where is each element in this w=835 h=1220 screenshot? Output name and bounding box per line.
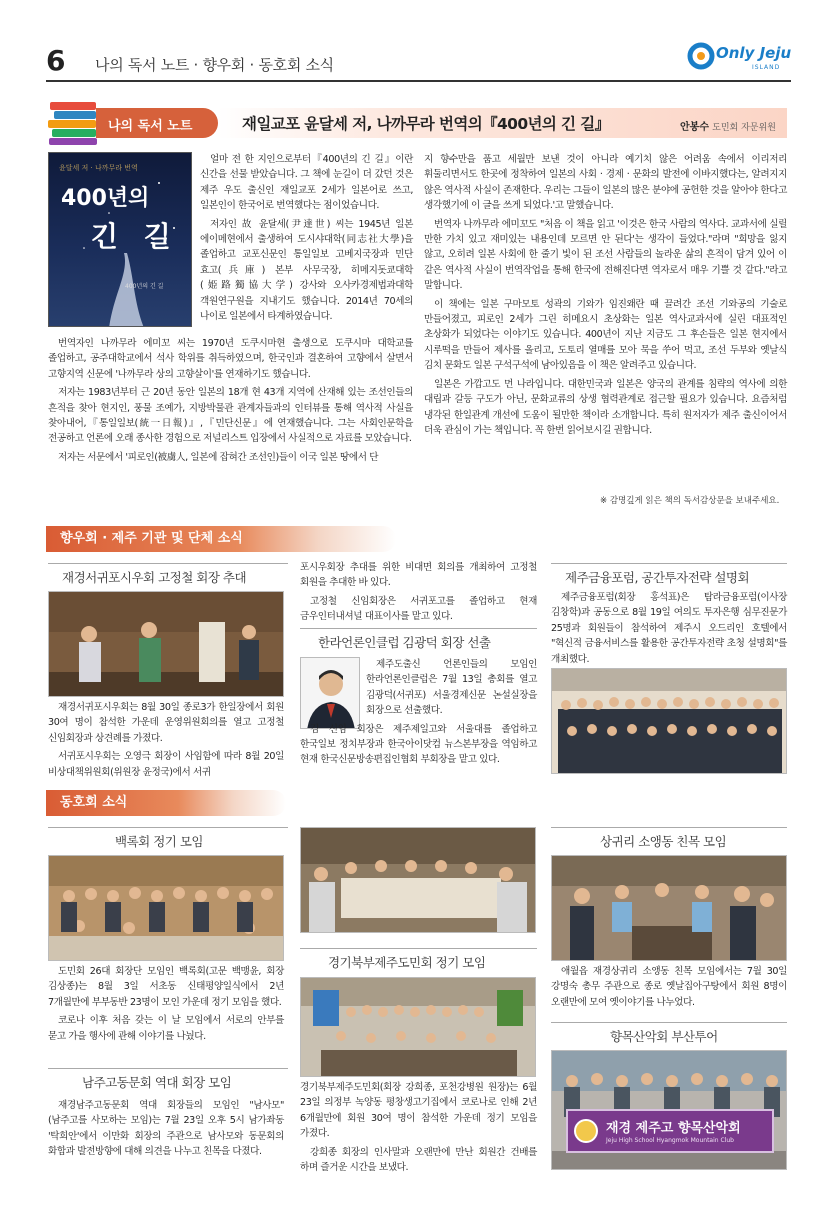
article-rule [48, 827, 288, 828]
book-cover [48, 152, 192, 327]
article-rule [48, 563, 288, 564]
reading-note: ※ 감명깊게 읽은 책의 독서감상문을 보내주세요. [600, 496, 780, 506]
article-paragraph: 제주도출신 언론인들의 모임인 한라언론인클럽은 7월 13일 총회를 열고 김광덕(서귀포) 서울경제신문 논설실장을 회장으로 선출했다. [366, 659, 537, 717]
club-banner-text: 재경 제주고 향목산악회 [606, 1121, 741, 1136]
article-title: 상귀리 소앵동 친목 모임 [600, 834, 727, 849]
article-body [48, 700, 284, 783]
club-banner-sub: Jeju High School Hyangmok Mountain Club [606, 1137, 734, 1144]
article-paragraph: 제주금융포럼(회장 홍석표)은 탐라금융포럼(이사장 김창학)과 공동으로 8월 19일 여의도 투자은행 심무진문가 25명과 회원들이 참석하여 제주시 오드리인 호텔에서 "혁신적 금융서비스를 활용한 공간투자전략 초청 설명회"를 개최했다. [551, 592, 787, 665]
club-banner [566, 1109, 774, 1153]
reading-paragraph: 이 책에는 일본 구마모토 성곽의 기와가 임진왜란 때 끌려간 조선 기와공의 기술로 만들어졌고, 피로인 2세가 그린 히메요시 초상화는 일본 역사교과서에 실린 대표적인 초상화가 되었다는 이야기도 있습니다. 400년이 지난 지금도 그 후손들은 일본 현지에서 시루떡을 만들어 제사를 올리고, 도토리 열매를 모아 묵을 쑤어 먹고, 조선 두부와 옛날식 김치 문화도 일본 구석구석에 남아있음을 이 책은 알려주고 있습니다. [424, 298, 787, 372]
article-paragraph: 서귀포시우회는 오영극 회장이 사임함에 따라 8월 20일 비상대책위원회(위원장 윤정국)에서 서귀 [48, 751, 284, 778]
article-title: 향목산악회 부산투어 [610, 1029, 718, 1044]
page-header [0, 0, 835, 90]
reading-paragraph: 저자는 1983년부터 근 20년 동안 일본의 18개 현 43개 지역에 산재해 있는 조선인들의 흔적을 찾아 현지인, 풍물 조예가, 지방박물관 관계자들과의 인터뷰를 통해 역사적 사실을 찾아내어,『통일일보(統一日報)』,『민단신문』에 연재했습니다. 그는 사회인문학을 전공하고 언론에 오래 종사한 경험으로 저널리스트 입장에서 사실적으로 자료를 모았습니다. [48, 387, 413, 445]
reading-paragraph: 저자는 서문에서 '피로인(被虜人, 일본에 잡혀간 조선인)들이 이국 일본 땅에서 단 [58, 451, 379, 463]
article-body [300, 1080, 537, 1178]
article-body [48, 1098, 284, 1163]
page-number: 6 [46, 44, 66, 77]
reading-paragraph: 지 향수만을 품고 세월만 보낸 것이 아니라 예기치 않은 어려움 속에서 이리저리 휘둘리면서도 한곳에 정착하여 일본의 사회 · 경제 · 문화의 발전에 이바지했다는, 알려지지 않은 역사적 사실이 존재한다. 우리는 그들이 일본의 많은 분야에 공헌한 것을 알아야 한다고 생각했기에 이 글을 쓰게 되었다.'고 말했습니다. [424, 154, 787, 212]
reading-col1-wrap [200, 152, 413, 327]
photo-group-forum [551, 668, 787, 774]
section-band-clubs: 동호회 소식 [46, 790, 286, 816]
jeju-logo [686, 36, 796, 78]
book-sub: 400년의 긴 길 [125, 283, 164, 290]
reading-col2 [424, 152, 787, 441]
article-paragraph: 재경서귀포시우회는 8월 30일 종로3가 한일장에서 회원 30여 명이 참석한 가운데 운영위원회의를 열고 고정철 신임회장과 상견례를 가졌다. [48, 702, 284, 744]
section-title: 나의 독서 노트 · 향우회 · 동호회 소식 [95, 56, 334, 74]
article-paragraph: 강희종 회장의 인사말과 오랜만에 만난 회원간 건배를 하며 즐거운 시간을 보냈다. [300, 1146, 537, 1174]
article-body [48, 964, 284, 1047]
photo-meeting [48, 591, 284, 697]
article-body [551, 964, 787, 1013]
article-body [551, 590, 787, 670]
club-banner-logo-icon [574, 1119, 598, 1143]
article-rule [48, 1068, 288, 1069]
article-paragraph: 재경남주고동문회 역대 회장들의 모임인 "남사모"(남주고를 사모하는 모임)는 7월 23일 오후 5시 남가좌동 '탁희안'에서 이만화 회장의 주관으로 남사모와 동문회의 화합과 발전방향에 대해 의견을 나누고 친목을 다졌다. [48, 1100, 284, 1158]
reading-paragraph: 얼마 전 한 지인으로부터『400년의 긴 길』이란 신간을 선물 받았습니다. 그 책에 눈길이 더 갔던 것은 제주 우도 출신인 재일교포 2세가 일본어로 쓰고, 일본인이 한국어로 번역했다는 점이었습니다. [200, 154, 413, 212]
article-rule [300, 628, 537, 629]
article-body [300, 560, 537, 628]
article-title: 재경서귀포시우회 고정철 회장 추대 [62, 570, 247, 585]
article-paragraph: 고정철 신임회장은 서귀포고를 졸업하고 현재 금우인터내셔널 대표이사를 맡고 있다. [300, 595, 537, 623]
article-body [300, 657, 537, 771]
article-title: 경기북부제주도민회 정기 모임 [328, 955, 486, 970]
article-rule [551, 1022, 787, 1023]
article-title: 남주고동문회 역대 회장 모임 [82, 1075, 232, 1090]
article-paragraph: 도민회 26대 회장단 모임인 백록회(고문 백맹윤, 회장 김상종)는 8월 3일 서초동 신태평양일식에서 2년 7개월만에 부부동반 23명이 모인 가운데 정기 모임을 했다. [48, 966, 284, 1008]
photo-group-gyeonggi [300, 977, 536, 1077]
photo-small-group [551, 855, 787, 961]
article-paragraph: 포시우회장 추대를 위한 비대면 회의를 개최하여 고정철 회원을 추대한 바 있다. [300, 562, 537, 589]
reading-col1 [48, 336, 413, 468]
reading-paragraph: 일본은 가깝고도 먼 나라입니다. 대한민국과 일본은 양국의 관계를 침략의 역사에 의한 대립과 갈등 구도가 아닌, 문화교류의 상생 협력관계로 접근할 필요가 있습니다. 요즘처럼 냉각된 한일관계 개선에 도움이 될만한 책이라 소개합니다. 특히 원저자가 제주 출신이어서 더욱 관심이 가는 책입니다. 꼭 한번 읽어보시길 권합니다. [424, 378, 787, 436]
photo-hiking-club [551, 1050, 787, 1170]
book-top-text: 윤달세 저 · 나까무라 번역 [59, 164, 138, 172]
photo-dinner [48, 855, 284, 961]
logo-sub: ISLAND [752, 64, 781, 71]
author-name: 안봉수 [680, 122, 709, 133]
reading-paragraph: 번역자인 나까무라 에미꼬 씨는 1970년 도쿠시마현 출생으로 도쿠시마 대학교를 졸업하고, 공주대학교에서 석사 학위를 취득하였으며, 한국인과 결혼하여 고향에서 살면서 고향지역 신문에 '나까무라 상의 고향살이'를 연재하기도 했습니다. [48, 338, 413, 380]
article-paragraph: 김 신임 회장은 제주제일고와 서울대를 졸업하고 한국일보 정치부장과 한국아이닷컴 뉴스본부장을 역임하고 현재 한국신문방송편집인협회 부회장을 맡고 있다. [300, 723, 537, 766]
article-title: 백록회 정기 모임 [115, 834, 203, 849]
article-paragraph: 코로나 이후 처음 갖는 이 날 모임에서 서로의 안부를 묻고 가을 행사에 관해 이야기를 나눴다. [48, 1015, 284, 1042]
article-paragraph: 경기북부제주도민회(회장 강희종, 포천강병원 원장)는 6월 23일 의정부 녹양동 평창생고기집에서 코로나로 인해 2년 6개월만에 회원 30여 명이 참석한 가운데 정기 모임을 가졌다. [300, 1082, 537, 1140]
books-icon [46, 96, 102, 146]
reading-byline [680, 118, 776, 133]
reading-badge: 나의 독서 노트 [96, 108, 218, 138]
reading-headline: 재일교포 윤달세 저, 나까무라 번역의『400년의 긴 길』 [242, 115, 610, 133]
author-title: 도민회 자문위원 [712, 123, 776, 133]
article-rule [300, 948, 537, 949]
article-title: 한라언론인클럽 김광덕 회장 선출 [318, 635, 491, 650]
article-rule [551, 827, 787, 828]
photo-restaurant [300, 827, 536, 933]
header-rule [46, 80, 791, 82]
book-title-2: 긴 길 [91, 220, 179, 253]
reading-paragraph: 번역자 나까무라 에미꼬도 "처음 이 책을 읽고 '이것은 한국 사람의 역사다. 교과서에 실릴 만한 가치 있고 재미있는 내용인데 모르면 안 된다'는 생각이 들었다."라며 "희망을 잃지 않고, 오히려 일본 사회에 한 줄기 빛이 된 조선 사람들의 놀라운 삶의 흔적이 담겨 있어 이 같은 역사적 사실이 번역작업을 통해 한국에 전해진다면 역자로서 매우 기쁠 것 같다."라고 말합니다. [424, 218, 787, 292]
reading-paragraph: 저자인 故 윤달세(尹達世) 씨는 1945년 일본 에이메현에서 출생하여 도시샤대학(同志社大學)을 졸업하고 교포신문인 통일일보 고베지국장과 민단 효고(兵庫) 본부 사무국장, 히메지돗쿄대학(姫路獨協大学) 강사와 오사카경제법과대학 객원연구원을 지내기도 했습니다. 2014년 70세의 나이로 일본에서 타계하였습니다. [200, 218, 413, 323]
section-band-groups: 향우회 · 제주 기관 및 단체 소식 [46, 526, 396, 552]
article-title: 제주금융포럼, 공간투자전략 설명회 [565, 570, 750, 585]
logo-text: Only Jeju [716, 44, 792, 62]
article-paragraph: 애월읍 재경상귀리 소앵동 친목 모임에서는 7월 30일 강명숙 총무 주관으로 종로 옛날집아구탕에서 회원 8명이 오랜만에 모여 옛이야기를 나누었다. [551, 966, 787, 1008]
book-title-1: 400년의 [61, 186, 150, 211]
article-rule [551, 563, 787, 564]
